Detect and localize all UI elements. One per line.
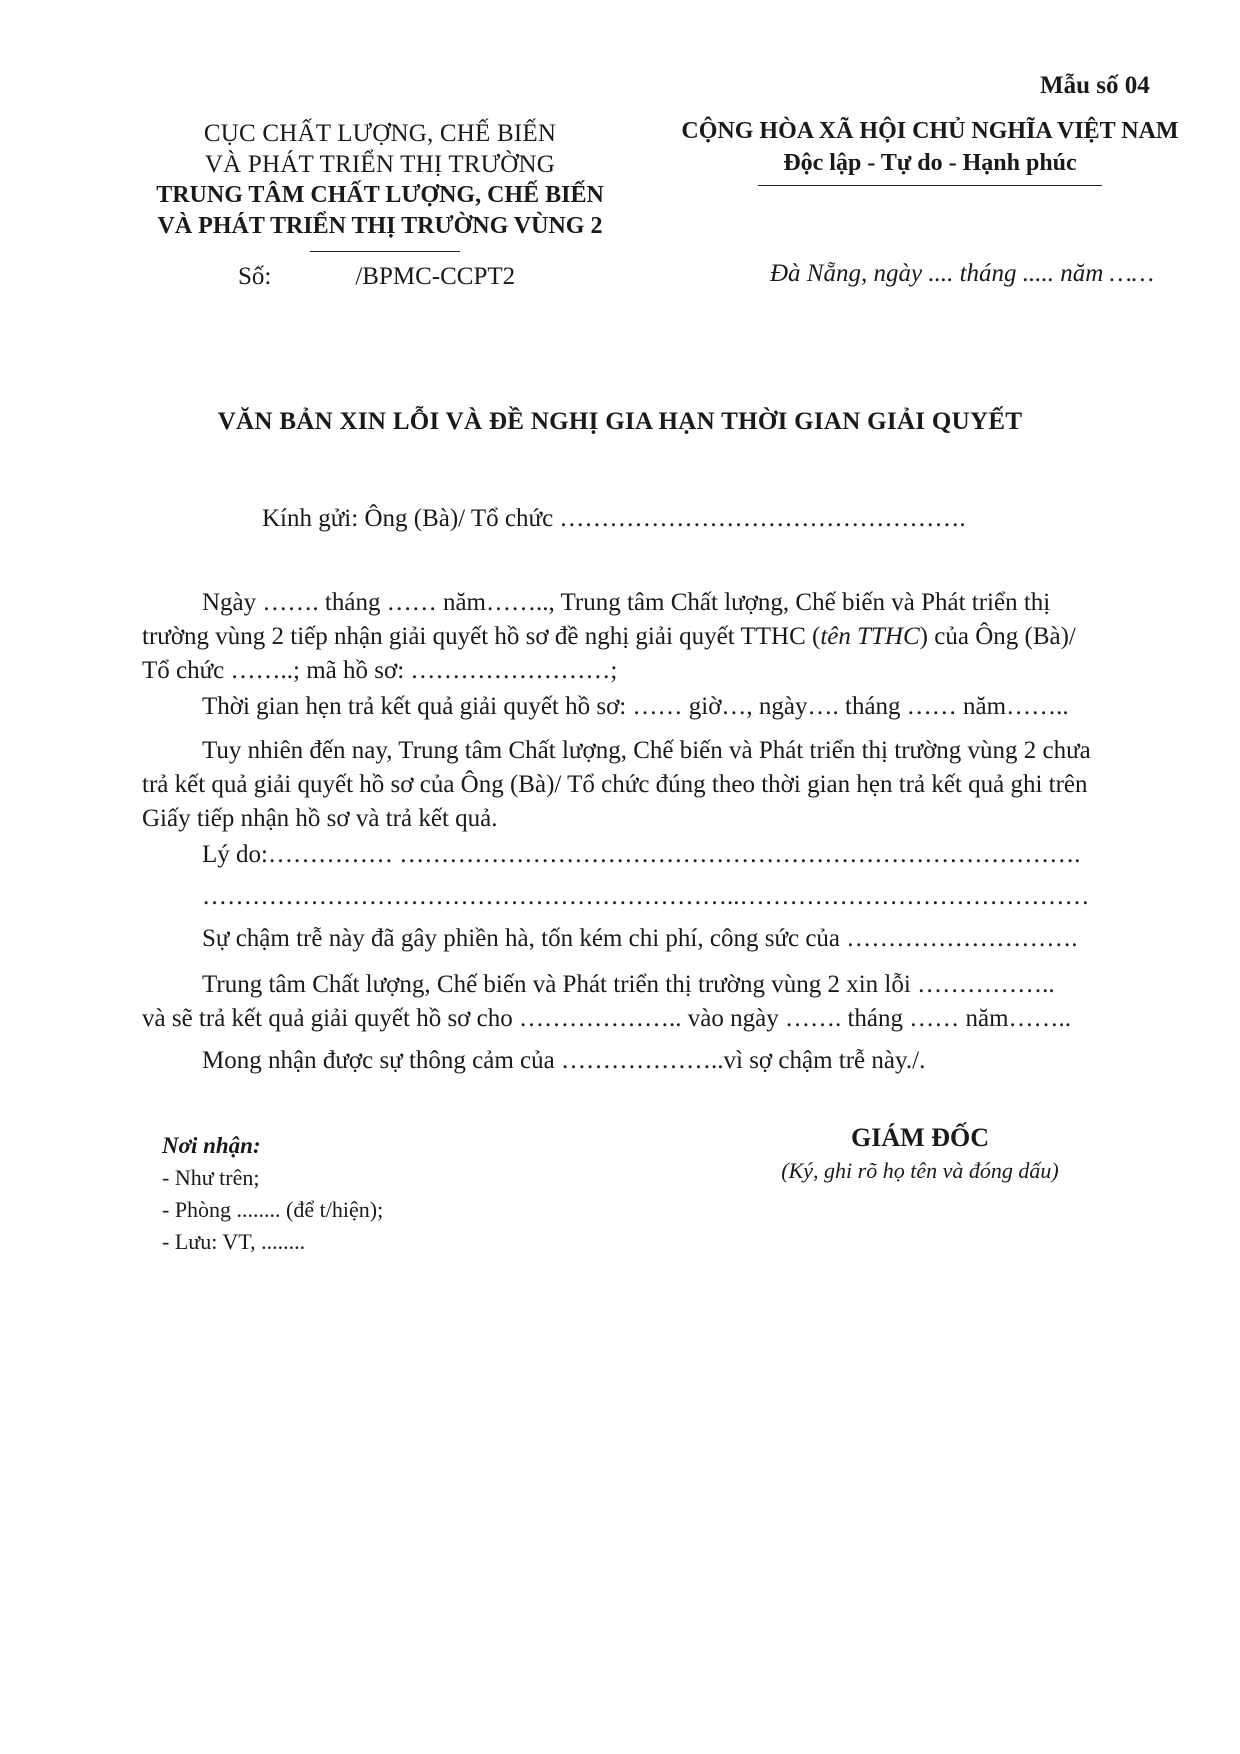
procedure-name-placeholder: tên TTHC bbox=[820, 623, 920, 650]
recipient-item: - Phòng ........ (để t/hiện); bbox=[162, 1197, 384, 1222]
paragraph-appointment bbox=[142, 690, 1162, 724]
paragraph-delay bbox=[142, 734, 1162, 836]
paragraph-line bbox=[142, 620, 1162, 654]
recipients-list bbox=[162, 1130, 383, 1258]
nation-name: CỘNG HÒA XÃ HỘI CHỦ NGHĨA VIỆT NAM bbox=[681, 118, 1179, 144]
paragraph-line: Sự chậm trễ này đã gây phiền hà, tốn kém chi phí, công sức của ………………………. bbox=[202, 925, 1078, 952]
agency-header bbox=[100, 118, 660, 242]
paragraph-closing bbox=[142, 1044, 1162, 1078]
parent-agency-line-1: CỤC CHẤT LƯỢNG, CHẾ BIẾN bbox=[203, 120, 557, 147]
paragraph-receipt bbox=[142, 586, 1162, 688]
paragraph-line: Mong nhận được sự thông cảm của ………………..vì sợ chậm trễ này./. bbox=[202, 1047, 926, 1074]
motto-divider bbox=[758, 185, 1102, 186]
document-title: VĂN BẢN XIN LỖI VÀ ĐỀ NGHỊ GIA HẠN THỜI GIAN GIẢI QUYẾT bbox=[217, 408, 1023, 435]
nation-motto: Độc lập - Tự do - Hạnh phúc bbox=[783, 150, 1077, 176]
text-run: trường vùng 2 tiếp nhận giải quyết hồ sơ đề nghị giải quyết TTHC ( bbox=[142, 623, 821, 650]
document-number bbox=[238, 263, 515, 291]
unit-name-line-2: VÀ PHÁT TRIỂN THỊ TRƯỜNG VÙNG 2 bbox=[157, 213, 603, 239]
salutation: Kính gửi: Ông (Bà)/ Tổ chức …………………………………………. bbox=[262, 505, 966, 532]
form-number: Mẫu số 04 bbox=[1040, 72, 1150, 99]
reason-line: ………………………………………………………..…………………………………… bbox=[202, 883, 1090, 910]
paragraph-line: Thời gian hẹn trả kết quả giải quyết hồ sơ: …… giờ…, ngày…. tháng …… năm…….. bbox=[202, 693, 1069, 720]
national-header bbox=[640, 115, 1220, 179]
paragraph-line: Tuy nhiên đến nay, Trung tâm Chất lượng, Chế biến và Phát triển thị trường vùng 2 chưa bbox=[202, 737, 1091, 764]
paragraph-line: và sẽ trả kết quả giải quyết hồ sơ cho ……………….. vào ngày ……. tháng …… năm…….. bbox=[142, 1005, 1072, 1032]
doc-number-code: /BPMC-CCPT2 bbox=[355, 263, 516, 290]
recipient-item: - Như trên; bbox=[162, 1165, 260, 1190]
unit-name-line-1: TRUNG TÂM CHẤT LƯỢNG, CHẾ BIẾN bbox=[156, 182, 604, 208]
paragraph-line: Giấy tiếp nhận hồ sơ và trả kết quả. bbox=[142, 805, 498, 832]
paragraph-line: Ngày ……. tháng …… năm…….., Trung tâm Chất lượng, Chế biến và Phát triển thị bbox=[202, 589, 1051, 616]
agency-divider bbox=[310, 251, 460, 252]
paragraph-line: Tổ chức ……..; mã hồ sơ: ……………………; bbox=[142, 657, 618, 684]
text-run: ) của Ông (Bà)/ bbox=[919, 623, 1076, 650]
recipients-title: Nơi nhận: bbox=[162, 1133, 261, 1158]
parent-agency-line-2: VÀ PHÁT TRIỂN THỊ TRƯỜNG bbox=[204, 151, 556, 178]
paragraph-line: Trung tâm Chất lượng, Chế biến và Phát triển thị trường vùng 2 xin lỗi …………….. bbox=[202, 971, 1055, 998]
reason-line: Lý do:…………… ………………………………………………………………………. bbox=[202, 841, 1081, 868]
signature-instruction: (Ký, ghi rõ họ tên và đóng dấu) bbox=[781, 1158, 1059, 1183]
recipient-item: - Lưu: VT, ........ bbox=[162, 1229, 306, 1254]
paragraph-apology bbox=[142, 968, 1162, 1036]
paragraph-inconvenience bbox=[142, 922, 1162, 956]
signature-block bbox=[700, 1120, 1140, 1186]
signer-title: GIÁM ĐỐC bbox=[851, 1123, 989, 1152]
paragraph-reason bbox=[142, 838, 1162, 914]
paragraph-line: trả kết quả giải quyết hồ sơ của Ông (Bà)/ Tổ chức đúng theo thời gian hẹn trả kết quả ghi trên bbox=[142, 771, 1088, 798]
doc-number-label: Số: bbox=[238, 263, 272, 290]
place-date: Đà Nẵng, ngày .... tháng ..... năm …… bbox=[770, 260, 1155, 287]
